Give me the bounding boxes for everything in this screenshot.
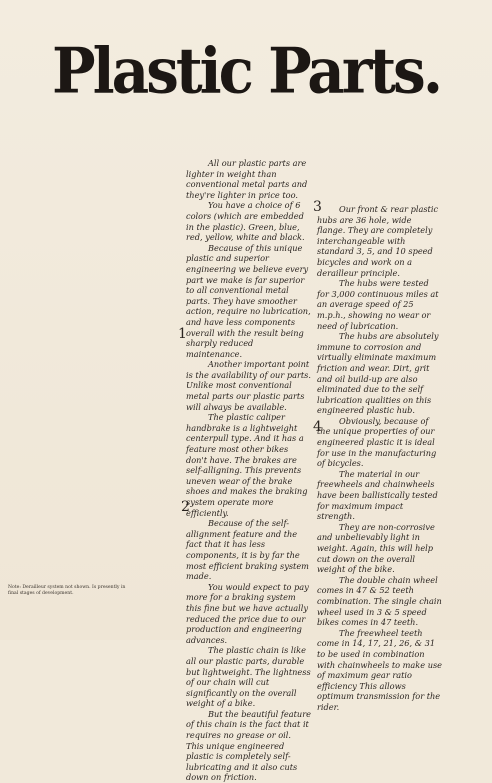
paragraph: Obviously, because of the unique properties of our engineered plastic it is ideal for use in the manufacturing of bicycles. — [317, 415, 437, 469]
section-number-4: 4 — [313, 419, 322, 435]
paragraph: Because of the self-allignment feature and the fact that it has less components, it is by far the most efficient braking system made. — [186, 518, 309, 582]
section-number-3: 3 — [313, 199, 322, 215]
page-title: Plastic Parts. — [51, 34, 441, 108]
paragraph: The plastic caliper handbrake is a lightweight centerpull type. And it has a feature most other bikes don't have. The brakes are self-alligning. This prevents uneven wear of the brake shoes and makes the braking system operate more efficiently. — [186, 412, 308, 518]
paragraph: The double chain wheel comes in 47 & 52 teeth combination. The single chain wheel used in 3 & 5 speed bikes comes in 47 teeth. — [317, 574, 442, 628]
right-text-column — [317, 204, 442, 713]
paragraph: Our front & rear plastic hubs are 36 hole, wide flange. They are completely interchangeable with standard 3, 5, and 10 speed bicycles and work on a derailleur principle. — [317, 204, 439, 278]
left-text-column — [186, 158, 311, 783]
paragraph: You would expect to pay more for a braking system this fine but we have actually reduced the price due to our production and engineering advances. — [186, 581, 309, 645]
paragraph: All our plastic parts are lighter in weight than conventional metal parts and they're lighter in price too. — [186, 158, 308, 200]
paragraph: But the beautiful feature of this chain is the fact that it requires no grease or oil. This unique engineered plastic is completely self-lubricating and it also cuts down on friction. — [186, 708, 311, 783]
section-number-2: 2 — [181, 499, 190, 515]
paragraph: The plastic chain is like all our plastic parts, durable but lightweight. The lightness of our chain will cut significantly on the overall weight of a bike. — [186, 645, 311, 709]
paragraph: They are non-corrosive and unbelievably light in weight. Again, this will help cut down on the overall weight of the bike. — [317, 521, 435, 575]
paragraph: The hubs were tested for 3,000 continuous miles at an average speed of 25 m.p.h., showing no wear or need of lubrication. — [317, 278, 439, 331]
footnote: Note: Derailleur system not shown. Is presently in final stages of development. — [8, 585, 126, 596]
paragraph: The freewheel teeth come in 14, 17, 21, 26, & 31 to be used in combination with chainwheels to make use of maximum gear ratio efficiency This allows optimum transmission for the rider. — [317, 627, 443, 712]
paragraph: You have a choice of 6 colors (which are embedded in the plastic). Green, blue, red, yellow, white and black. — [186, 200, 305, 243]
paragraph: Another important point is the availability of our parts. Unlike most conventional metal parts our plastic parts will always be available. — [186, 359, 311, 412]
section-number-1: 1 — [178, 326, 187, 342]
paragraph: The hubs are absolutely immune to corrosion and virtually eliminate maximum friction and wear. Dirt, grit and oil build-up are also eliminated due to the self lubrication qualities on this engineered plastic hub. — [317, 331, 439, 416]
paragraph: The material in our freewheels and chainwheels have been ballistically tested for maximum impact strength. — [317, 468, 438, 522]
paragraph: Because of this unique plastic and superior engineering we believe every part we make is far superior to all conventional metal parts. They have smoother action, require no lubrication, and have less components overall with the result being sharply reduced maintenance. — [186, 242, 311, 359]
